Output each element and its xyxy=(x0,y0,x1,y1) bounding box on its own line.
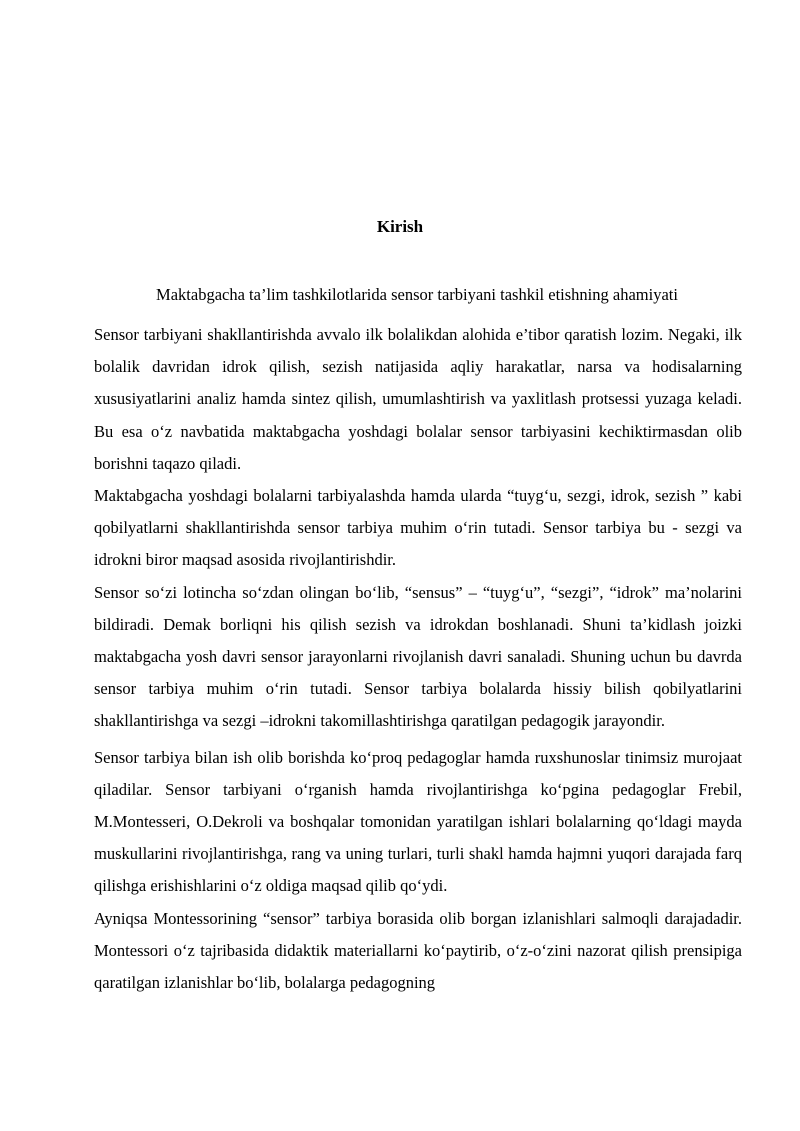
paragraph-5: Ayniqsa Montessorining “sensor” tarbiya borasida olib borgan izlanishlari salmoqli darajadadir. Montessori o‘z tajribasida didaktik materiallarni ko‘paytirib, o‘z-o‘zini nazorat qilish prensipiga qaratilgan izlanishlar bo‘lib, bolalarga pedagogning xyxy=(94,908,742,993)
paragraph-2: Maktabgacha yoshdagi bolalarni tarbiyalashda hamda ularda “tuyg‘u, sezgi, idrok, sezish ” kabi qobilyatlarni shakllantirishda sensor tarbiya muhim o‘rin tutadi. Sensor tarbiya bu - sezgi va idrokni biror maqsad asosida rivojlantirishdir. xyxy=(94,486,742,570)
paragraph-1: Sensor tarbiyani shakllantirishda avvalo ilk bolalikdan alohida e’tibor qaratish lozim. Negaki, ilk bolalik davridan idrok qilish, sezish natijasida aqliy harakatlar, narsa va hodisalarning xususiyatlarini analiz hamda sintez qilish, umumlashtirish va yaxlitlash protsessi yuzaga keladi. Bu esa o‘z navbatida maktabgacha yoshdagi bolalar sensor tarbiyasini kechiktirmasdan olib borishni taqazo qiladi. xyxy=(94,325,742,473)
paragraph-4: Sensor tarbiya bilan ish olib borishda ko‘proq pedagoglar hamda ruxshunoslar tinimsiz murojaat qiladilar. Sensor tarbiyani o‘rganish hamda rivojlantirishga ko‘pgina pedagoglar Frebil, M.Montesseri, O.Dekroli va boshqalar tomonidan yaratilgan ishlari bolalarning qo‘ldagi mayda muskullarini rivojlantirishga, rang va uning turlari, turli shakl hamda hajmni yuqori darajada farq qilishga erishishlarini o‘z oldiga maqsad qilib qo‘ydi. xyxy=(94,747,742,896)
section-subtitle: Maktabgacha ta’lim tashkilotlarida sensor tarbiyani tashkil etishning ahamiyati xyxy=(156,285,678,304)
body-text xyxy=(94,319,742,999)
paragraph-3: Sensor so‘zi lotincha so‘zdan olingan bo‘lib, “sensus” – “tuyg‘u”, “sezgi”, “idrok” ma’nolarini bildiradi. Demak borliqni his qilish sezish va idrokdan boshlanadi. Shuni ta’kidlash joizki maktabgacha yosh davri sensor jarayonlarni rivojlanish davri sanaladi. Shuning uchun bu davrda sensor tarbiya muhim o‘rin tutadi. Sensor tarbiya bolalarda hissiy bilish qobilyatlarini shakllantirishga va sezgi –idrokni takomillashtirishga qaratilgan pedagogik jarayondir. xyxy=(94,582,742,731)
page-title: Kirish xyxy=(376,217,424,236)
